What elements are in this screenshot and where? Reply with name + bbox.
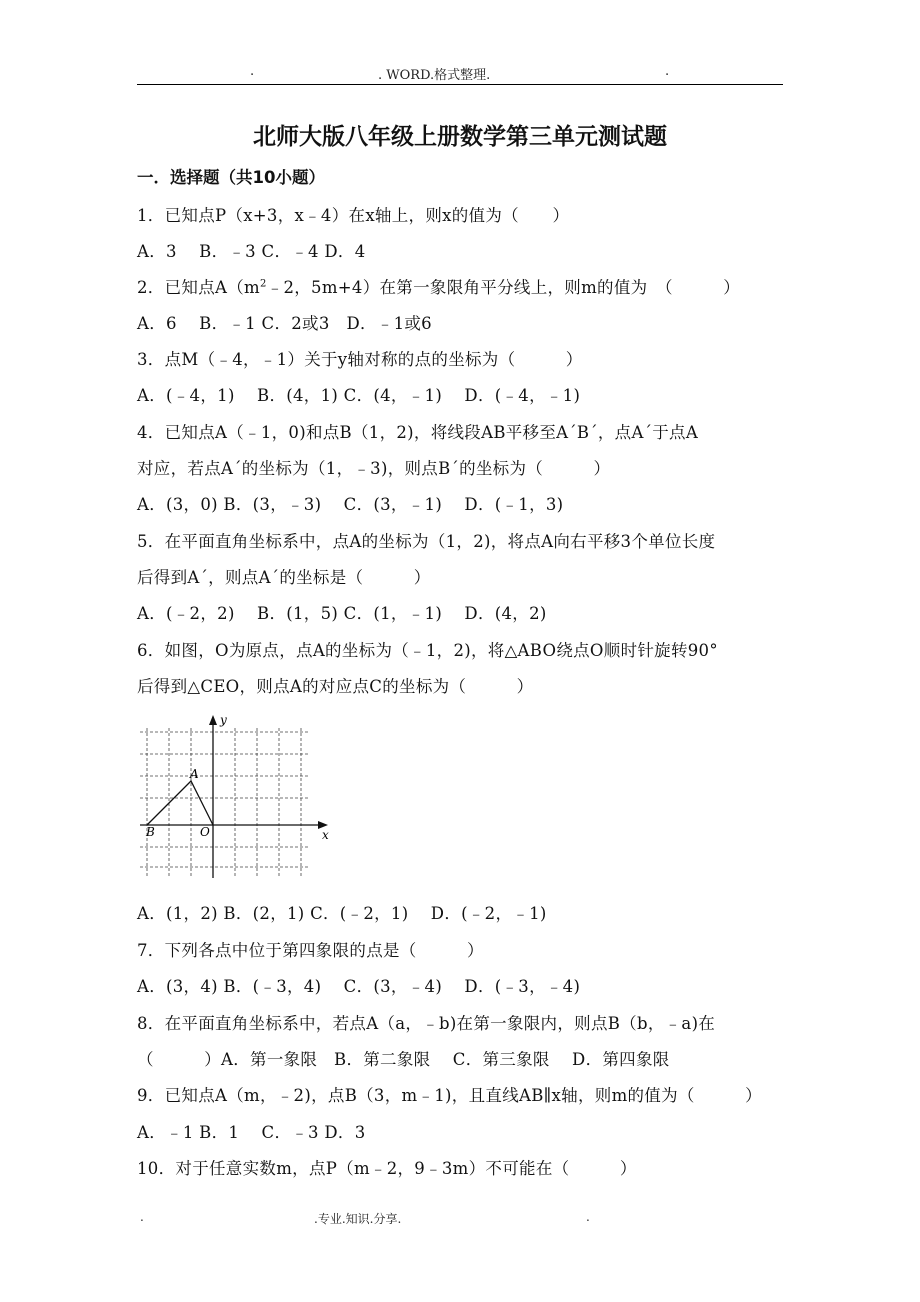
question-2-exponent: 2 xyxy=(259,278,267,290)
question-3-options: A．(﹣4，1) B．(4，1) C．(4，﹣1) D．(﹣4，﹣1) xyxy=(137,386,581,405)
question-6-options: A．(1，2) B．(2，1) C．(﹣2，1) D．(﹣2，﹣1) xyxy=(137,904,547,923)
question-9-options: A．﹣1 B．1 C．﹣3 D．3 xyxy=(137,1123,366,1142)
y-axis-label: y xyxy=(220,713,227,727)
question-5-options: A．(﹣2，2) B．(1，5) C．(1，﹣1) D．(4，2) xyxy=(137,604,547,623)
question-7-stem: 7．下列各点中位于第四象限的点是（ ） xyxy=(137,941,484,960)
point-o-label: O xyxy=(200,825,210,839)
question-1-stem: 1．已知点P（x+3，x﹣4）在x轴上，则x的值为（ ） xyxy=(137,206,570,225)
question-6-stem-line2: 后得到△CEO，则点A的对应点C的坐标为（ ） xyxy=(137,677,534,696)
header-left-dot: . xyxy=(250,64,255,79)
question-10-stem: 10．对于任意实数m，点P（m﹣2，9﹣3m）不可能在（ ） xyxy=(137,1159,637,1178)
question-5-stem-line2: 后得到A´，则点A´的坐标是（ ） xyxy=(137,568,431,587)
question-4-stem-line1: 4．已知点A（﹣1，0)和点B（1，2)，将线段AB平移至A´B´，点A´于点A xyxy=(137,423,699,442)
footer-center-text: .专业.知识.分享. xyxy=(314,1212,402,1226)
grid-lines xyxy=(140,728,310,876)
header-center-text: . WORD.格式整理. xyxy=(378,68,491,83)
point-b-label: B xyxy=(146,825,155,839)
question-6-stem-line1: 6．如图，O为原点，点A的坐标为（﹣1，2)，将△ABO绕点O顺时针旋转90° xyxy=(137,641,718,660)
question-4-stem-line2: 对应，若点A´的坐标为（1，﹣3)，则点B´的坐标为（ ） xyxy=(137,459,611,478)
question-9-stem: 9．已知点A（m，﹣2)，点B（3，m﹣1)，且直线AB∥x轴，则m的值为（ ） xyxy=(137,1086,762,1105)
footer-right-dot: . xyxy=(586,1210,590,1224)
footer-left-dot: . xyxy=(140,1210,144,1224)
question-7-options: A．(3，4) B．(﹣3，4) C．(3，﹣4) D．(﹣3，﹣4) xyxy=(137,977,581,996)
question-8-stem-line2: （ ）A．第一象限 B．第二象限 C．第三象限 D．第四象限 xyxy=(137,1050,670,1069)
question-5-stem-line1: 5．在平面直角坐标系中，点A的坐标为（1，2)，将点A向右平移3个单位长度 xyxy=(137,532,716,551)
question-4-options: A．(3，0) B．(3，﹣3) C．(3，﹣1) D．(﹣1，3) xyxy=(137,495,564,514)
question-1-options: A．3 B．﹣3 C．﹣4 D．4 xyxy=(137,242,366,261)
point-a-label: A xyxy=(190,767,199,781)
question-8-stem-line1: 8．在平面直角坐标系中，若点A（a，﹣b)在第一象限内，则点B（b，﹣a)在 xyxy=(137,1014,716,1033)
question-2-stem-pre: 2．已知点A（m xyxy=(137,278,260,297)
x-axis-label: x xyxy=(322,828,329,842)
triangle-abo xyxy=(147,781,213,825)
coordinate-grid-figure xyxy=(138,712,338,882)
page-title: 北师大版八年级上册数学第三单元测试题 xyxy=(253,124,667,150)
header-right-dot: . xyxy=(665,64,670,79)
header-rule xyxy=(137,84,783,85)
section-heading: 一．选择题（共10小题） xyxy=(137,168,325,187)
question-2-stem-post: ﹣2，5m+4）在第一象限角平分线上，则m的值为 （ ） xyxy=(266,278,741,297)
question-2-options: A．6 B．﹣1 C．2或3 D．﹣1或6 xyxy=(137,314,432,333)
y-axis-arrow xyxy=(209,715,217,725)
question-3-stem: 3．点M（﹣4，﹣1）关于y轴对称的点的坐标为（ ） xyxy=(137,350,583,369)
question-2-stem xyxy=(137,274,740,298)
